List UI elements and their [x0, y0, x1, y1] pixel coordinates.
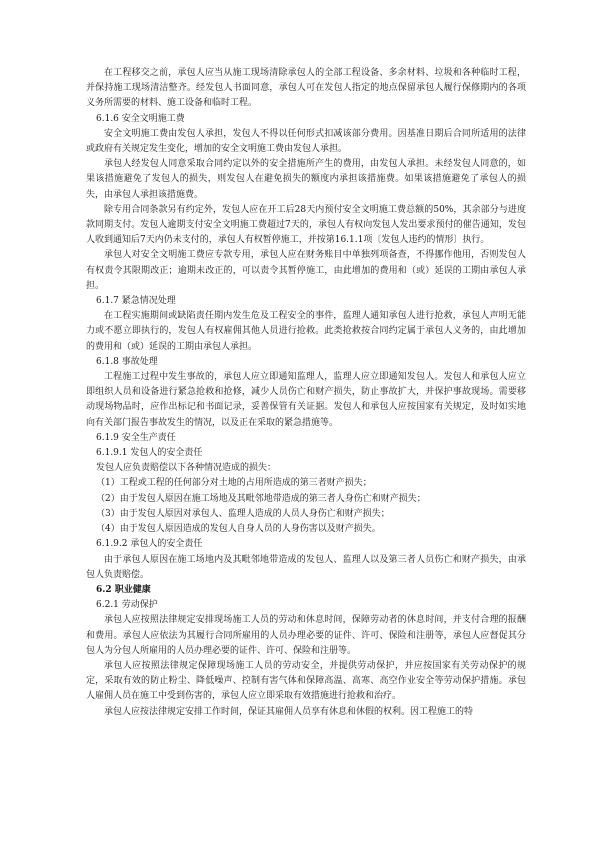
- heading-6-2-1: 6.2.1 劳动保护: [96, 600, 158, 611]
- paragraph-emergency-handling: 在工程实施期间或缺陷责任期内发生危及工程安全的事件，监理人通知承包人进行抢救，承包人声明无能力或不愿立即执行的，发包人有权雇佣其他人员进行抢救。此类抢救按合同约定属于承包人义务的，由此增加的费用和（或）延误的工期由承包人承担。: [86, 311, 526, 352]
- list-intro: 发包人应负责赔偿以下各种情况造成的损失：: [96, 463, 277, 474]
- list-item-2: （2）由于发包人原因在施工场地及其毗邻地带造成的第三者人身伤亡和财产损失；: [96, 493, 426, 504]
- paragraph-rest-rights: 承包人应按法律规定安排工作时间，保证其雇佣人员享有休息和休假的权利。因工程施工的特: [104, 706, 474, 717]
- paragraph-safety-fee-bearer: 安全文明施工费由发包人承担，发包人不得以任何形式扣减该部分费用。因基准日期后合同所适用的法律或政府有关规定发生变化，增加的安全文明施工费由发包人承担。: [86, 128, 526, 155]
- heading-6-1-9-2: 6.1.9.2 承包人的安全责任: [96, 539, 203, 550]
- heading-6-1-9-1: 6.1.9.1 发包人的安全责任: [96, 448, 203, 459]
- list-item-3: （3）由于发包人原因对承包人、监理人造成的人员人身伤亡和财产损失；: [96, 508, 390, 519]
- paragraph-labor-protection: 承包人应按照法律规定保障现场施工人员的劳动安全，并提供劳动保护，并应按国家有关劳动保护的规定，采取有效的防止粉尘、降低噪声、控制有害气体和保障高温、高寒、高空作业安全等劳动保护措施。承包人雇佣人员在施工中受到伤害的，承包人应立即采取有效措施进行抢救和治疗。: [86, 660, 526, 702]
- list-item-1: （1）工程或工程的任何部分对土地的占用所造成的第三者财产损失；: [96, 478, 372, 489]
- paragraph-site-clearance: 在工程移交之前，承包人应当从施工现场清除承包人的全部工程设备、多余材料、垃圾和各种临时工程，并保持施工现场清洁整齐。经发包人书面同意，承包人可在发包人指定的地点保留承包人履行保修期内的各项义务所需要的材料、施工设备和临时工程。: [86, 68, 526, 109]
- heading-6-2: 6.2 职业健康: [96, 584, 151, 595]
- heading-6-1-8: 6.1.8 事故处理: [96, 356, 158, 367]
- paragraph-contractor-liability: 由于承包人原因在施工场地内及其毗邻地带造成的发包人、监理人以及第三者人员伤亡和财产损失，由承包人负责赔偿。: [86, 554, 526, 580]
- paragraph-safety-fee-prepayment: 除专用合同条款另有约定外，发包人应在开工后28天内预付安全文明施工费总额的50%，其余部分与进度款同期支付。发包人逾期支付安全文明施工费超过7天的，承包人有权向发包人发出要求预付的催告通知，发包人收到通知后7天内仍未支付的，承包人有权暂停施工，并按第16.1.1项〔发包人违约的情形〕执行。: [86, 204, 526, 246]
- paragraph-accident-handling: 工程施工过程中发生事故的，承包人应立即通知监理人，监理人应立即通知发包人。发包人和承包人应立即组织人员和设备进行紧急抢救和抢修，减少人员伤亡和财产损失，防止事故扩大，并保护事故现场。需要移动现场物品时，应作出标记和书面记录，妥善保管有关证据。发包人和承包人应按国家有关规定，及时如实地向有关部门报告事故发生的情况，以及正在采取的紧急措施等。: [86, 372, 526, 428]
- document-page: [86, 66, 526, 720]
- list-item-4: （4）由于发包人原因造成的发包人自身人员的人身伤害以及财产损失。: [96, 524, 381, 535]
- heading-6-1-7: 6.1.7 紧急情况处理: [96, 296, 176, 307]
- heading-6-1-6: 6.1.6 安全文明施工费: [96, 113, 185, 124]
- paragraph-safety-fee-dedicated-use: 承包人对安全文明施工费应专款专用，承包人应在财务账目中单独列项备查，不得挪作他用，否则发包人有权责令其限期改正；逾期未改正的，可以责令其暂停施工，由此增加的费用和（或）延误的工期由承包人承担。: [86, 250, 526, 291]
- paragraph-working-hours-pay: 承包人应按照法律规定安排现场施工人员的劳动和休息时间，保障劳动者的休息时间，并支付合理的报酬和费用。承包人应依法为其履行合同所雇用的人员办理必要的证件、许可、保险和注册等，承包人应督促其分包人为分包人所雇用的人员办理必要的证件、许可、保险和注册等。: [86, 615, 526, 656]
- heading-6-1-9: 6.1.9 安全生产责任: [96, 432, 176, 443]
- paragraph-extra-safety-measures: 承包人经发包人同意采取合同约定以外的安全措施所产生的费用，由发包人承担。未经发包人同意的，如果该措施避免了发包人的损失，则发包人在避免损失的额度内承担该措施费。如果该措施避免了承包人的损失，由承包人承担该措施费。: [86, 159, 526, 200]
